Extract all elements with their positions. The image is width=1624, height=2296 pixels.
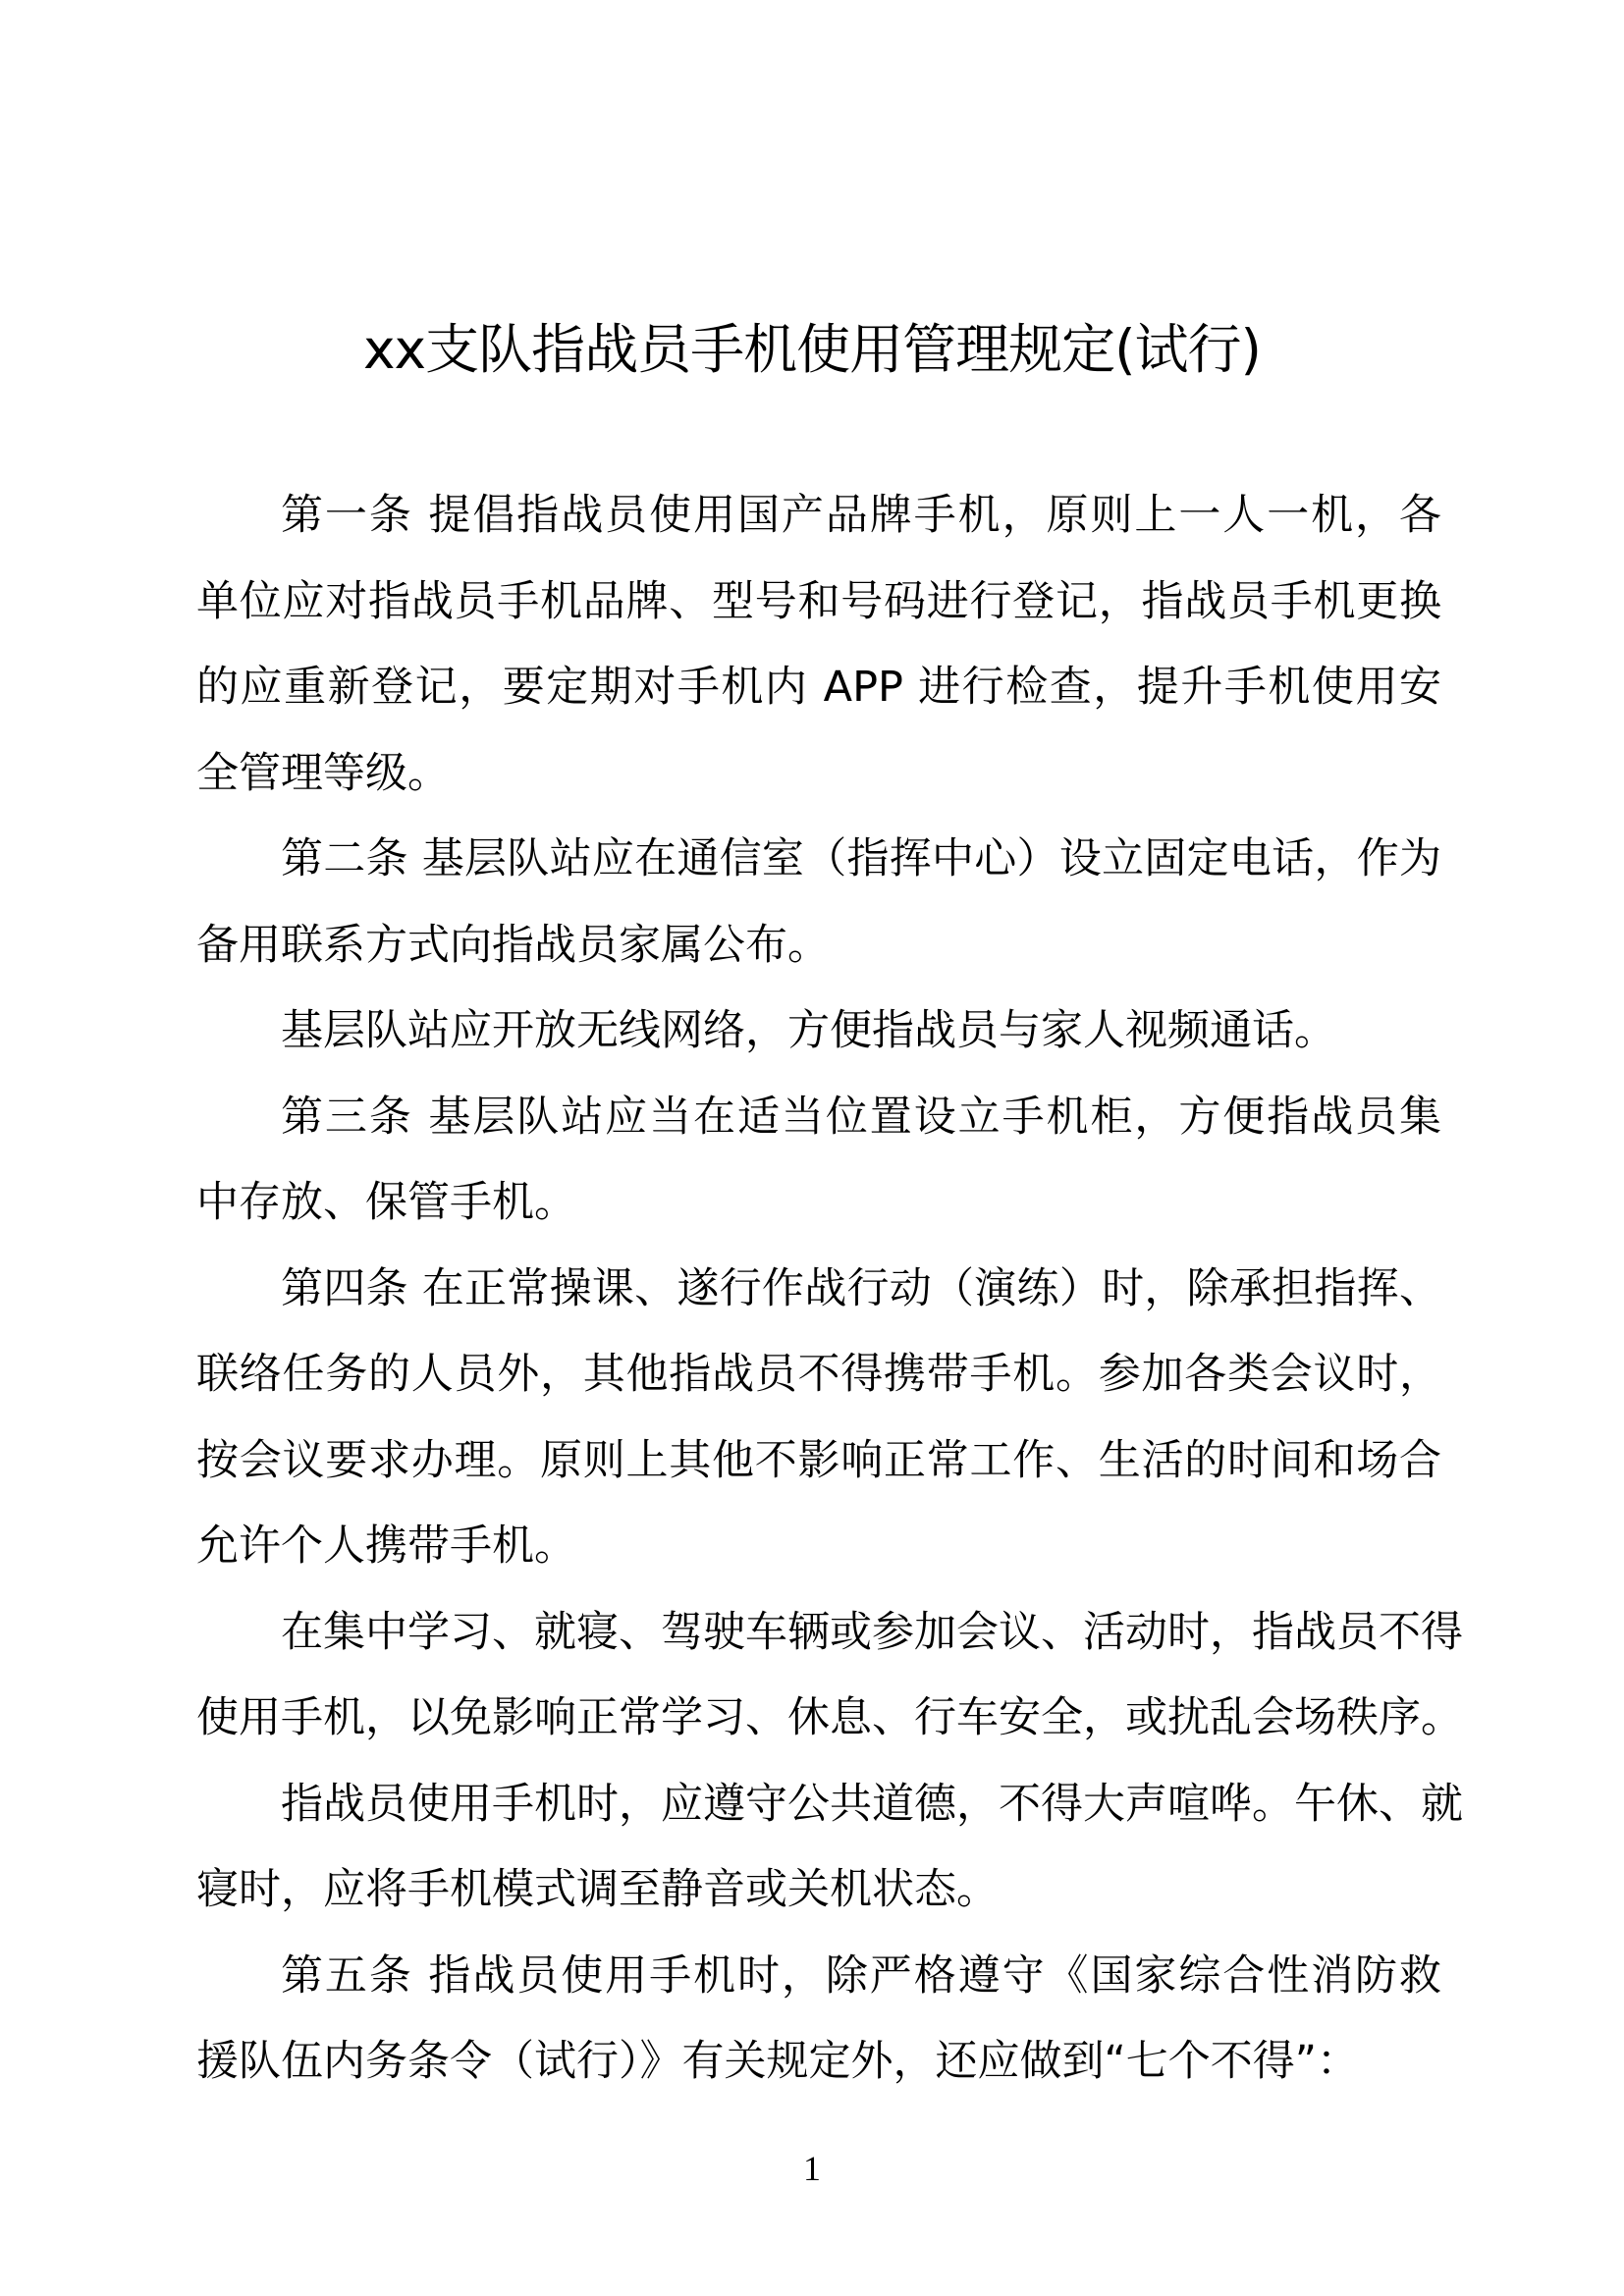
paragraph-line: 全管理等级。	[196, 748, 450, 798]
paragraph-line: 第三条 基层队站应当在适当位置设立手机柜，方便指战员集	[281, 1092, 1441, 1142]
paragraph-line: 单位应对指战员手机品牌、型号和号码进行登记，指战员手机更换	[196, 576, 1441, 626]
paragraph-line: 第五条 指战员使用手机时，除严格遵守《国家综合性消防救	[281, 1950, 1441, 2001]
paragraph-line: 按会议要求办理。原则上其他不影响正常工作、生活的时间和场合	[196, 1435, 1441, 1485]
paragraph-line: 的应重新登记，要定期对手机内 APP 进行检查，提升手机使用安	[196, 663, 1441, 712]
paragraph	[196, 988, 1441, 1075]
paragraph-line: 使用手机，以免影响正常学习、休息、行车安全，或扰乱会场秩序。	[196, 1693, 1463, 1742]
paragraph-line: 第二条 基层队站应在通信室（指挥中心）设立固定电话，作为	[281, 834, 1441, 883]
paragraph	[196, 1590, 1463, 1762]
paragraph-line: 联络任务的人员外，其他指战员不得携带手机。参加各类会议时，	[196, 1350, 1441, 1399]
paragraph-line: 中存放、保管手机。	[196, 1178, 576, 1227]
paragraph-line: 备用联系方式向指战员家属公布。	[196, 920, 830, 970]
paragraph-line: 第一条 提倡指战员使用国产品牌手机，原则上一人一机，各	[281, 491, 1441, 540]
paragraph	[196, 1934, 1441, 2106]
paragraph	[196, 1247, 1441, 1590]
paragraph-line: 在集中学习、就寝、驾驶车辆或参加会议、活动时，指战员不得	[281, 1607, 1463, 1657]
paragraph	[196, 1075, 1441, 1247]
paragraph-line: 指战员使用手机时，应遵守公共道德，不得大声喧哗。午休、就	[281, 1779, 1463, 1829]
paragraph-line: 基层队站应开放无线网络，方便指战员与家人视频通话。	[281, 1006, 1336, 1055]
document-body	[196, 473, 1463, 2106]
paragraph	[196, 473, 1441, 817]
paragraph-line: 寝时，应将手机模式调至静音或关机状态。	[196, 1865, 999, 1914]
paragraph-line: 援队伍内务条令（试行）》有关规定外，还应做到“七个不得”：	[196, 2037, 1360, 2086]
paragraph	[196, 1762, 1463, 1934]
page-number: 1	[803, 2149, 821, 2188]
document-title: xx支队指战员手机使用管理规定(试行)	[362, 318, 1261, 381]
paragraph-line: 第四条 在正常操课、遂行作战行动（演练）时，除承担指挥、	[281, 1263, 1441, 1313]
paragraph	[196, 817, 1441, 988]
paragraph-line: 允许个人携带手机。	[196, 1522, 576, 1571]
